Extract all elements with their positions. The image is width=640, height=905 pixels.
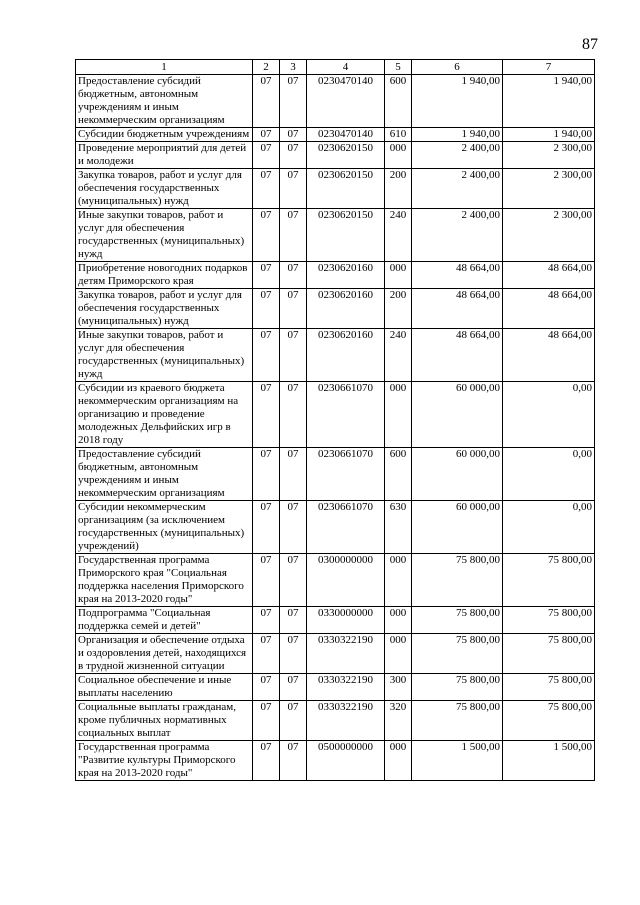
amount-col6: 2 400,00 [412,142,503,169]
table-row [76,382,595,448]
amount-col7: 0,00 [503,501,595,554]
section-code: 07 [253,262,280,289]
amount-col7: 75 800,00 [503,634,595,674]
amount-col7: 48 664,00 [503,289,595,329]
section-code: 07 [253,382,280,448]
row-name: Приобретение новогодних подарков детям Приморского края [76,262,253,289]
subsection-code: 07 [280,329,307,382]
amount-col6: 75 800,00 [412,701,503,741]
section-code: 07 [253,741,280,781]
amount-col7: 1 940,00 [503,128,595,142]
amount-col6: 48 664,00 [412,329,503,382]
amount-col7: 2 300,00 [503,169,595,209]
subsection-code: 07 [280,382,307,448]
table-row [76,289,595,329]
target-article-code: 0230620160 [307,329,385,382]
target-article-code: 0230620150 [307,209,385,262]
amount-col6: 48 664,00 [412,262,503,289]
section-code: 07 [253,501,280,554]
section-code: 07 [253,169,280,209]
row-name: Закупка товаров, работ и услуг для обеспечения государственных (муниципальных) нужд [76,169,253,209]
target-article-code: 0230470140 [307,128,385,142]
target-article-code: 0230620160 [307,289,385,329]
amount-col6: 48 664,00 [412,289,503,329]
subsection-code: 07 [280,262,307,289]
table-row [76,554,595,607]
row-name: Иные закупки товаров, работ и услуг для обеспечения государственных (муниципальных) нужд [76,209,253,262]
amount-col7: 1 500,00 [503,741,595,781]
amount-col7: 2 300,00 [503,209,595,262]
target-article-code: 0330000000 [307,607,385,634]
row-name: Субсидии из краевого бюджета некоммерческим организациям на организацию и проведение молодежных Дельфийских игр в 2018 году [76,382,253,448]
subsection-code: 07 [280,128,307,142]
table-row [76,701,595,741]
column-header: 5 [385,60,412,75]
column-header: 6 [412,60,503,75]
column-header: 7 [503,60,595,75]
expense-type-code: 240 [385,209,412,262]
subsection-code: 07 [280,607,307,634]
table-row [76,329,595,382]
amount-col6: 75 800,00 [412,554,503,607]
expense-type-code: 240 [385,329,412,382]
target-article-code: 0230620150 [307,142,385,169]
amount-col6: 2 400,00 [412,169,503,209]
section-code: 07 [253,634,280,674]
row-name: Социальные выплаты гражданам, кроме публичных нормативных социальных выплат [76,701,253,741]
amount-col6: 1 940,00 [412,128,503,142]
amount-col6: 75 800,00 [412,634,503,674]
target-article-code: 0230661070 [307,382,385,448]
target-article-code: 0500000000 [307,741,385,781]
expense-type-code: 200 [385,169,412,209]
amount-col7: 48 664,00 [503,262,595,289]
amount-col6: 60 000,00 [412,382,503,448]
amount-col6: 1 500,00 [412,741,503,781]
table-row [76,262,595,289]
section-code: 07 [253,128,280,142]
expense-type-code: 610 [385,128,412,142]
subsection-code: 07 [280,701,307,741]
table-row [76,741,595,781]
amount-col7: 75 800,00 [503,674,595,701]
amount-col6: 75 800,00 [412,674,503,701]
section-code: 07 [253,75,280,128]
target-article-code: 0330322190 [307,674,385,701]
amount-col7: 1 940,00 [503,75,595,128]
amount-col6: 1 940,00 [412,75,503,128]
expense-type-code: 000 [385,607,412,634]
subsection-code: 07 [280,741,307,781]
expense-type-code: 000 [385,142,412,169]
subsection-code: 07 [280,289,307,329]
amount-col6: 2 400,00 [412,209,503,262]
amount-col7: 75 800,00 [503,701,595,741]
target-article-code: 0330322190 [307,634,385,674]
row-name: Социальное обеспечение и иные выплаты населению [76,674,253,701]
amount-col7: 2 300,00 [503,142,595,169]
row-name: Субсидии бюджетным учреждениям [76,128,253,142]
table-row [76,501,595,554]
row-name: Предоставление субсидий бюджетным, автономным учреждениям и иным некоммерческим организациям [76,75,253,128]
amount-col6: 60 000,00 [412,501,503,554]
expense-type-code: 000 [385,382,412,448]
table-row [76,142,595,169]
section-code: 07 [253,448,280,501]
subsection-code: 07 [280,554,307,607]
row-name: Предоставление субсидий бюджетным, автономным учреждениям и иным некоммерческим организациям [76,448,253,501]
row-name: Государственная программа "Развитие культуры Приморского края на 2013-2020 годы" [76,741,253,781]
subsection-code: 07 [280,142,307,169]
subsection-code: 07 [280,75,307,128]
row-name: Закупка товаров, работ и услуг для обеспечения государственных (муниципальных) нужд [76,289,253,329]
target-article-code: 0330322190 [307,701,385,741]
table-row [76,634,595,674]
amount-col6: 75 800,00 [412,607,503,634]
row-name: Проведение мероприятий для детей и молодежи [76,142,253,169]
table-row [76,128,595,142]
expense-type-code: 000 [385,554,412,607]
subsection-code: 07 [280,501,307,554]
section-code: 07 [253,674,280,701]
section-code: 07 [253,554,280,607]
table-row [76,75,595,128]
column-header: 3 [280,60,307,75]
row-name: Иные закупки товаров, работ и услуг для обеспечения государственных (муниципальных) нужд [76,329,253,382]
table-row [76,209,595,262]
target-article-code: 0230661070 [307,448,385,501]
row-name: Организация и обеспечение отдыха и оздоровления детей, находящихся в трудной жизненной ситуации [76,634,253,674]
subsection-code: 07 [280,169,307,209]
table-row [76,674,595,701]
row-name: Государственная программа Приморского края "Социальная поддержка населения Приморского края на 2013-2020 годы" [76,554,253,607]
section-code: 07 [253,209,280,262]
subsection-code: 07 [280,634,307,674]
table-row [76,607,595,634]
column-header: 4 [307,60,385,75]
table-row [76,448,595,501]
section-code: 07 [253,607,280,634]
expense-type-code: 300 [385,674,412,701]
target-article-code: 0230620160 [307,262,385,289]
section-code: 07 [253,142,280,169]
section-code: 07 [253,701,280,741]
expense-type-code: 000 [385,741,412,781]
page-number: 87 [582,36,598,53]
amount-col6: 60 000,00 [412,448,503,501]
row-name: Субсидии некоммерческим организациям (за исключением государственных (муниципальных) учреждений) [76,501,253,554]
target-article-code: 0230620150 [307,169,385,209]
subsection-code: 07 [280,448,307,501]
column-header: 1 [76,60,253,75]
target-article-code: 0230661070 [307,501,385,554]
budget-table [75,59,595,781]
table-row [76,169,595,209]
amount-col7: 75 800,00 [503,607,595,634]
expense-type-code: 320 [385,701,412,741]
expense-type-code: 600 [385,75,412,128]
expense-type-code: 600 [385,448,412,501]
row-name: Подпрограмма "Социальная поддержка семей и детей" [76,607,253,634]
expense-type-code: 630 [385,501,412,554]
amount-col7: 0,00 [503,448,595,501]
section-code: 07 [253,289,280,329]
amount-col7: 48 664,00 [503,329,595,382]
subsection-code: 07 [280,674,307,701]
section-code: 07 [253,329,280,382]
amount-col7: 75 800,00 [503,554,595,607]
expense-type-code: 200 [385,289,412,329]
expense-type-code: 000 [385,262,412,289]
amount-col7: 0,00 [503,382,595,448]
expense-type-code: 000 [385,634,412,674]
target-article-code: 0230470140 [307,75,385,128]
column-header: 2 [253,60,280,75]
subsection-code: 07 [280,209,307,262]
header-row [76,60,595,75]
target-article-code: 0300000000 [307,554,385,607]
